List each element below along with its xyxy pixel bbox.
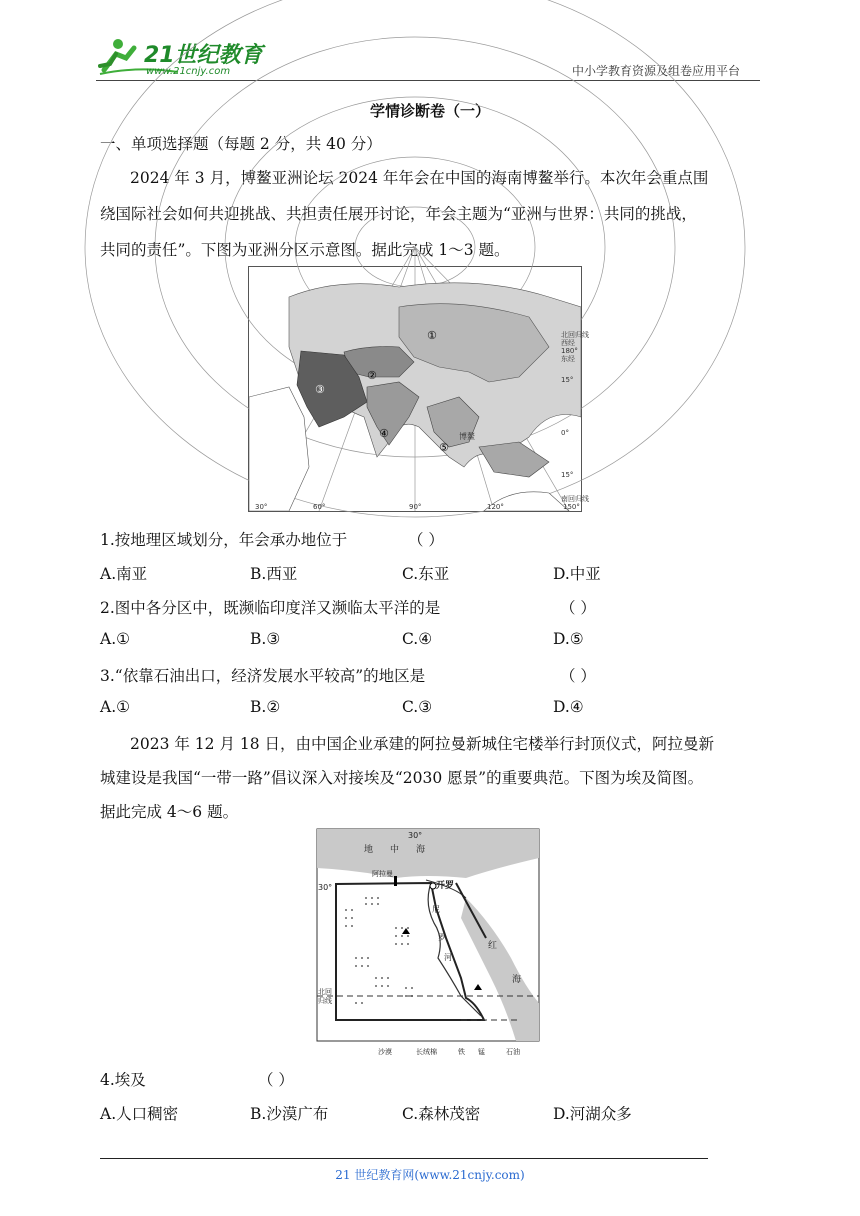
egypt-map: [316, 828, 542, 1058]
q3-option-a[interactable]: A.①: [100, 698, 131, 716]
nile-char-2: 罗: [438, 933, 446, 942]
passage1-line1: 2024 年 3 月，博鳌亚洲论坛 2024 年年会在中国的海南博鳌举行。本次年会重点围: [130, 169, 709, 187]
q1-answer-blank[interactable]: （ ）: [408, 531, 444, 549]
region-1-label: ①: [427, 329, 437, 342]
lat30-label: 30°: [318, 883, 333, 892]
asia-regions-map: [248, 266, 589, 512]
oil-icon: [394, 876, 397, 886]
red-sea-char-1: 红: [488, 941, 498, 951]
label-lon30: 30°: [255, 503, 268, 511]
q2-answer-blank[interactable]: （ ）: [560, 599, 596, 617]
region-3-label: ③: [315, 383, 325, 396]
header-platform-text: 中小学教育资源及组卷应用平台: [572, 64, 741, 78]
q4-option-b[interactable]: B.沙漠广布: [250, 1105, 329, 1123]
alamein-label: 阿拉曼: [372, 870, 393, 878]
label-lat0: 0°: [561, 429, 569, 437]
sea-char-3: 海: [416, 845, 426, 855]
tropic-label-1: 北回: [318, 988, 332, 996]
q3-answer-blank[interactable]: （ ）: [560, 667, 596, 685]
label-180: 180°: [561, 347, 578, 355]
red-sea-char-2: 海: [512, 975, 522, 985]
q2-option-b[interactable]: B.③: [250, 630, 281, 648]
label-west-long: 西经: [561, 339, 575, 347]
page-title: 学情诊断卷（一）: [369, 102, 490, 120]
passage2-line2: 城建设是我国“一带一路”倡议深入对接埃及“2030 愿景”的重要典范。下图为埃及简图。: [100, 769, 704, 787]
label-lat15s: 15°: [561, 471, 574, 479]
label-tropic-n: 北回归线: [561, 331, 589, 339]
q4-stem: 4.埃及: [100, 1071, 146, 1089]
sea-char-2: 中: [390, 845, 400, 855]
boao-label: 博鳌: [459, 432, 475, 441]
q2-option-c[interactable]: C.④: [402, 630, 433, 648]
header-rule: [96, 80, 760, 81]
passage1-line3: 共同的责任”。下图为亚洲分区示意图。据此完成 1～3 题。: [100, 241, 510, 259]
logo-text: 21世纪教育: [144, 43, 263, 68]
passage2-line3: 据此完成 4～6 题。: [100, 803, 239, 821]
q4-option-a[interactable]: A.人口稠密: [100, 1105, 179, 1123]
passage1-line2: 绕国际社会如何共迎挑战、共担责任展开讨论，年会主题为“亚洲与世界：共同的挑战，: [100, 205, 697, 223]
q3-option-d[interactable]: D.④: [553, 698, 584, 716]
q1-option-c[interactable]: C.东亚: [402, 565, 450, 583]
legend-desert: 沙漠: [378, 1048, 392, 1056]
sea-char-1: 地: [364, 845, 374, 855]
q4-answer-blank[interactable]: （ ）: [258, 1071, 294, 1089]
label-tropic-s: 南回归线: [561, 495, 589, 503]
footer-link[interactable]: 21 世纪教育网(www.21cnjy.com): [335, 1168, 525, 1182]
lon30-label: 30°: [408, 831, 423, 840]
nile-char-3: 河: [444, 953, 452, 962]
q2-stem: 2.图中各分区中，既濒临印度洋又濒临太平洋的是: [100, 599, 441, 617]
q3-option-b[interactable]: B.②: [250, 698, 281, 716]
region-5-label: ⑤: [439, 441, 449, 454]
q1-option-a[interactable]: A.南亚: [100, 565, 148, 583]
q4-option-c[interactable]: C.森林茂密: [402, 1105, 481, 1123]
q2-option-d[interactable]: D.⑤: [553, 630, 584, 648]
logo-url: www.21cnjy.com: [146, 66, 231, 77]
label-lon60: 60°: [313, 503, 326, 511]
cairo-label: 开罗: [436, 881, 455, 891]
section-heading: 一、单项选择题（每题 2 分，共 40 分）: [100, 135, 382, 153]
q2-option-a[interactable]: A.①: [100, 630, 131, 648]
legend-oil: 石油: [506, 1048, 520, 1056]
label-east-long: 东经: [561, 355, 575, 363]
label-lon120: 120°: [487, 503, 504, 511]
tropic-label-2: 归线: [318, 997, 332, 1005]
q1-option-d[interactable]: D.中亚: [553, 565, 601, 583]
q1-stem: 1.按地理区域划分，年会承办地位于: [100, 531, 348, 549]
q3-stem: 3.“依靠石油出口，经济发展水平较高”的地区是: [100, 667, 426, 685]
q1-option-b[interactable]: B.西亚: [250, 565, 298, 583]
label-lat15n: 15°: [561, 376, 574, 384]
footer-rule: [100, 1158, 708, 1159]
legend-iron: 铁: [458, 1048, 465, 1056]
q3-option-c[interactable]: C.③: [402, 698, 433, 716]
site-logo: [98, 36, 268, 80]
label-lon90: 90°: [409, 503, 422, 511]
legend-manganese: 锰: [478, 1048, 485, 1056]
label-lon150: 150°: [563, 503, 580, 511]
region-4-label: ④: [379, 427, 389, 440]
nile-char-1: 尼: [432, 905, 440, 914]
region-2-label: ②: [367, 369, 377, 382]
legend-cotton: 长绒棉: [416, 1048, 437, 1056]
passage2-line1: 2023 年 12 月 18 日，由中国企业承建的阿拉曼新城住宅楼举行封顶仪式，阿拉曼新: [130, 735, 715, 753]
q4-option-d[interactable]: D.河湖众多: [553, 1105, 632, 1123]
